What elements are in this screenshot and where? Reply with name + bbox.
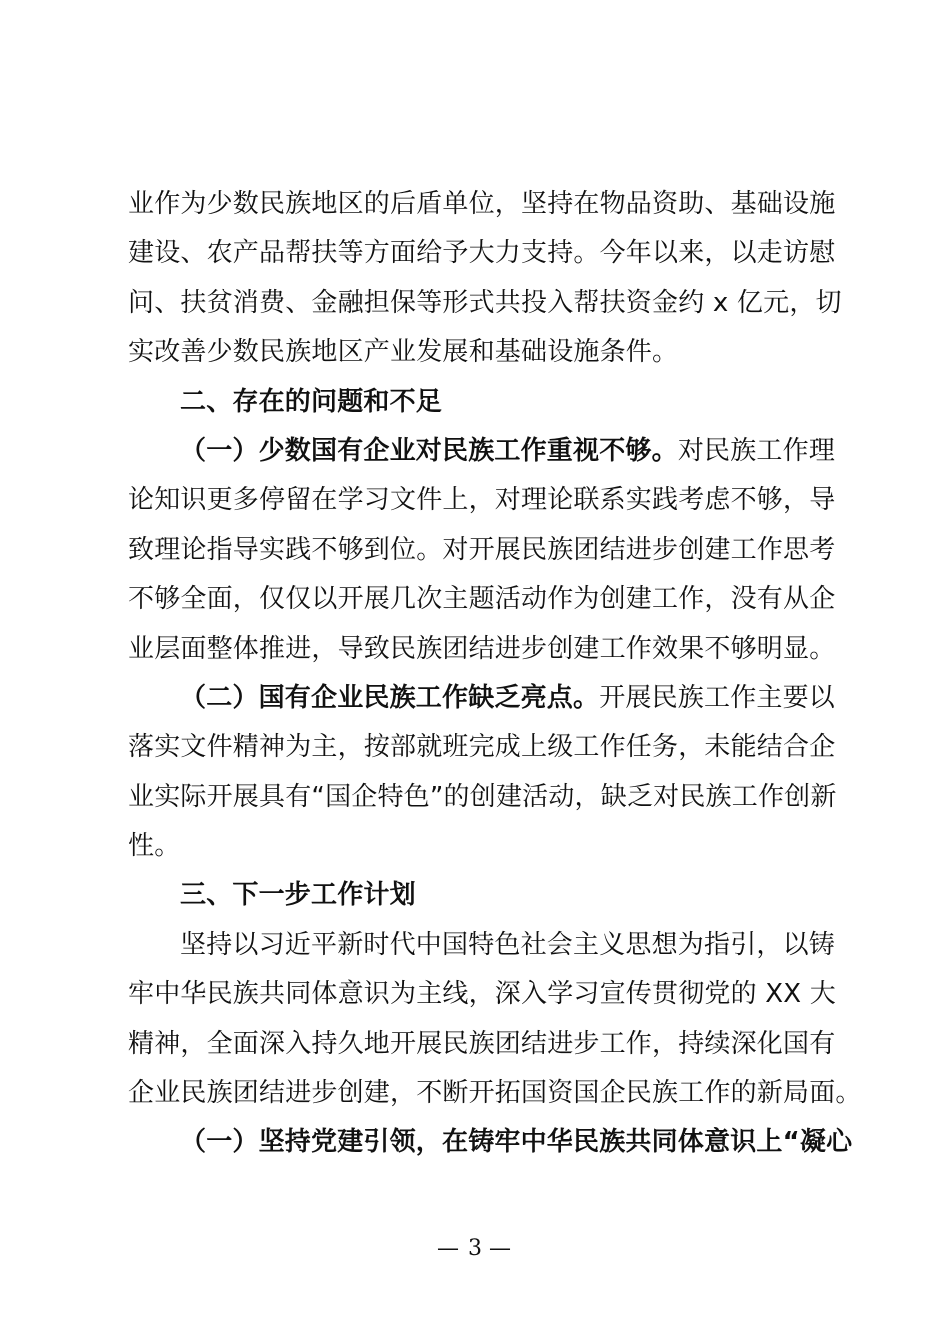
section-heading-3: 三、下一步工作计划 [180, 880, 416, 911]
item-lead-rest: 对民族工作理 [677, 435, 836, 466]
item-lead-rest: 开展民族工作主要以 [599, 682, 836, 713]
paragraph-line: 业层面整体推进，导致民族团结进步创建工作效果不够明显。 [128, 633, 836, 664]
paragraph-line: 论知识更多停留在学习文件上，对理论联系实践考虑不够，导 [128, 485, 836, 516]
page-number-value: 3 [468, 1236, 482, 1261]
paragraph-line: 性。 [128, 831, 181, 862]
paragraph-line: 实改善少数民族地区产业发展和基础设施条件。 [128, 337, 679, 368]
page-number [0, 1236, 950, 1261]
paragraph-line: 业实际开展具有“国企特色”的创建活动，缺乏对民族工作创新 [128, 781, 837, 812]
paragraph-line: 建设、农产品帮扶等方面给予大力支持。今年以来，以走访慰 [128, 238, 836, 269]
item-first-line [128, 427, 836, 476]
item-lead: （二）国有企业民族工作缺乏亮点。 [180, 682, 600, 713]
item-lead: （一）少数国有企业对民族工作重视不够。 [180, 435, 678, 466]
paragraph-line: 问、扶贫消费、金融担保等形式共投入帮扶资金约 x 亿元，切 [128, 287, 842, 318]
paragraph-line: 企业民族团结进步创建，不断开拓国资国企民族工作的新局面。 [128, 1078, 862, 1109]
paragraph-line: 牢中华民族共同体意识为主线，深入学习宣传贯彻党的 XX 大 [128, 979, 836, 1010]
document-body [128, 180, 862, 1168]
paragraph-line: 落实文件精神为主，按部就班完成上级工作任务，未能结合企 [128, 732, 836, 763]
page-dash-left: — [437, 1236, 461, 1261]
paragraph-line: 不够全面，仅仅以开展几次主题活动作为创建工作，没有从企 [128, 584, 836, 615]
page-dash-right: — [489, 1236, 513, 1261]
paragraph-line: 致理论指导实践不够到位。对开展民族团结进步创建工作思考 [128, 534, 836, 565]
paragraph-line: 精神，全面深入持久地开展民族团结进步工作，持续深化国有 [128, 1028, 836, 1059]
section-heading-2: 二、存在的问题和不足 [180, 386, 443, 417]
paragraph-line: 坚持以习近平新时代中国特色社会主义思想为指引，以铸 [180, 929, 836, 960]
item-heading: （一）坚持党建引领，在铸牢中华民族共同体意识上“凝心 [180, 1127, 853, 1158]
paragraph-line: 业作为少数民族地区的后盾单位，坚持在物品资助、基础设施 [128, 189, 836, 219]
item-first-line [128, 674, 836, 723]
